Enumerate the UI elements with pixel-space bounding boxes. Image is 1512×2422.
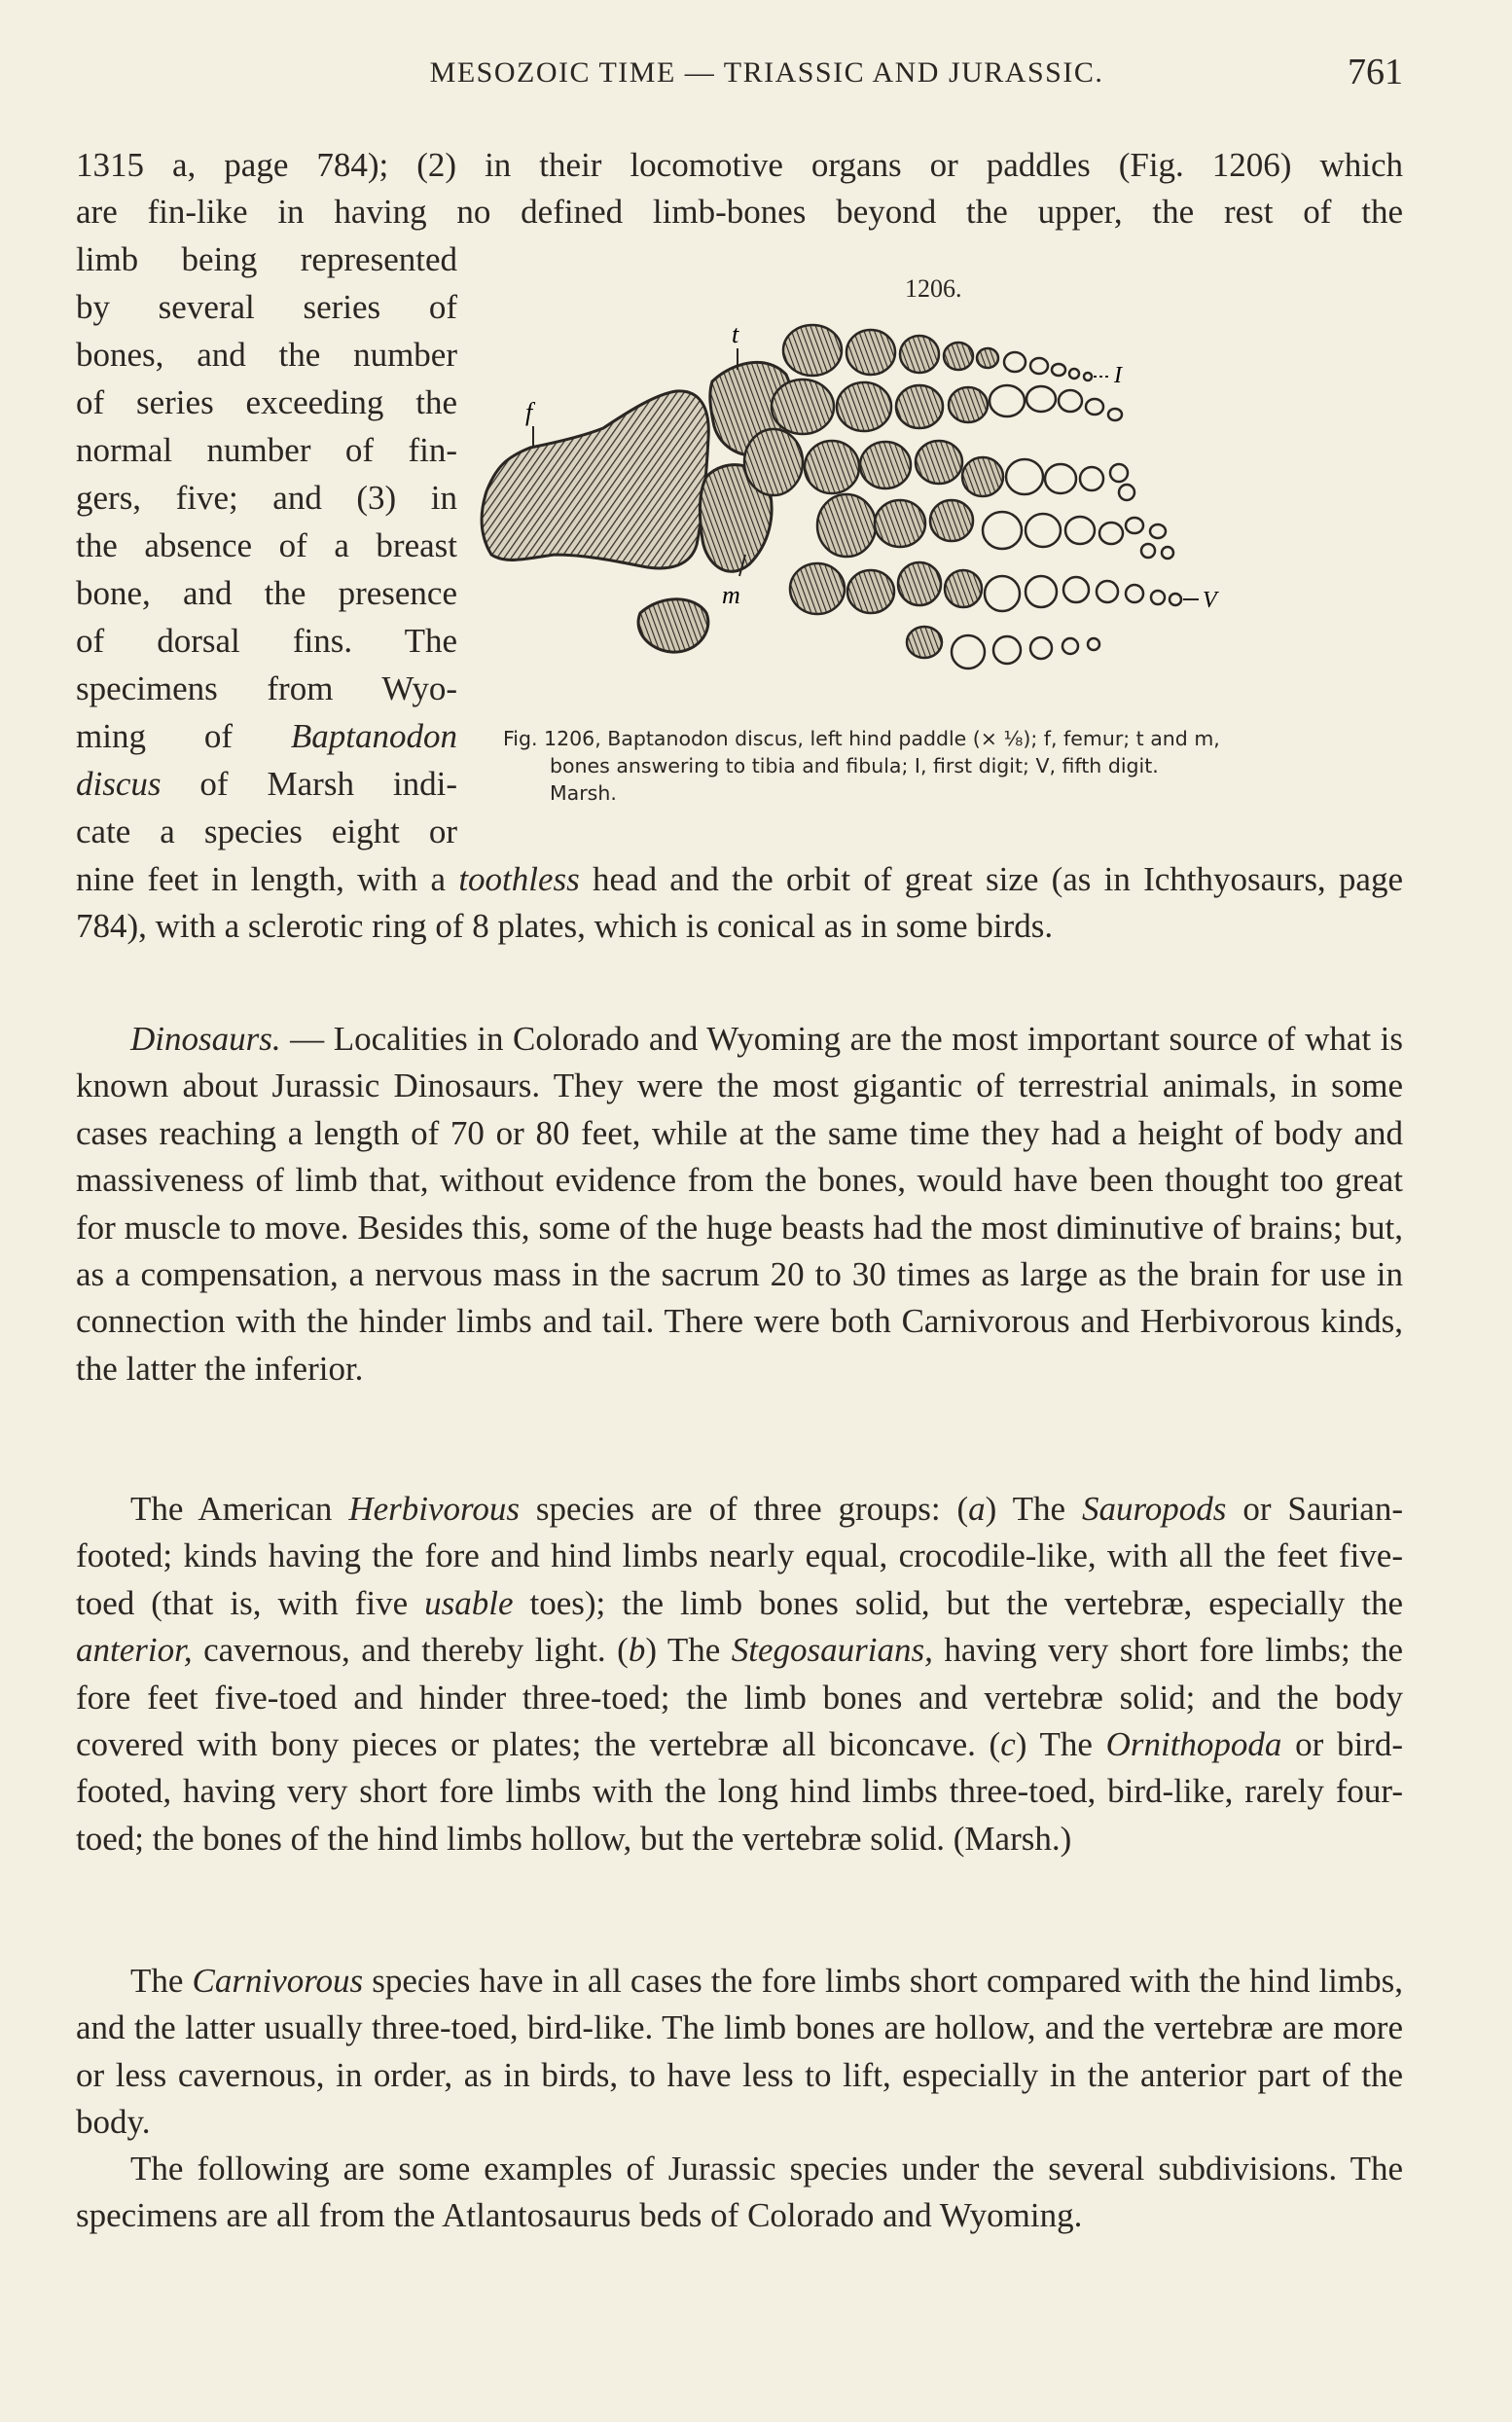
digit-row-4 [817,494,973,557]
running-title: MESOZOIC TIME — TRIASSIC AND JURASSIC. [429,56,1104,89]
digit-row-6-ovals [952,635,1099,669]
caption-line-3: Marsh. [550,781,617,805]
label-m: m [722,581,740,609]
digit-row-5-ovals [985,576,1181,611]
side-line: the absence of a breast [76,526,457,564]
side-line: by several series of [76,288,457,326]
intro-line-1: 1315 a, page 784); (2) in their locomotive organs or paddles (Fig. 1206) which [76,146,1403,184]
herbivorous-paragraph: The American Herbivorous species are of three groups: (a) The Sauropods or Saurian-footed; kinds having the fore and hind limbs nearly equal, crocodile-like, with all the feet five-toed (that is, with five usable toes); the limb bones solid, but the vertebræ, especially the anterior, cavernous, and thereby light. (b) The Stegosaurians, having very short fore limbs; the fore feet five-toed and hinder three-toed; the limb bones and vertebræ solid; and the body covered with bony pieces or plates; the vertebræ all biconcave. (c) The Ornithopoda or bird-footed, having very short fore limbs with the long hind limbs three-toed, bird-like, rarely four-toed; the bones of the hind limbs hollow, but the vertebræ solid. (Marsh.) [76,1490,1403,1858]
digit-row-4-ovals [983,512,1173,559]
digit-row-1-ovals [1004,352,1092,380]
examples-paragraph: The following are some examples of Jurassic species under the several subdivisions. The specimens are all from the Atlantosaurus beds of Colorado and Wyoming. [76,2150,1403,2235]
side-line: discus of Marsh indi- [76,765,457,803]
label-first-digit: I [1114,363,1122,388]
page-header [76,52,1403,115]
femur-bone [482,391,708,568]
side-line: normal number of fin- [76,431,457,469]
label-t: t [732,321,739,348]
side-line: limb being represented [76,240,457,278]
digit-row-2-ovals [990,385,1122,420]
caption-line-2: bones answering to tibia and fibula; I, first digit; V, fifth digit. [550,754,1159,777]
side-line: cate a species eight or [76,813,457,850]
digit-row-3-ovals [1006,459,1134,500]
mesopodial-bone [638,599,708,652]
label-fifth-digit: V [1203,588,1217,613]
digit-row-1 [783,325,998,376]
intro-line-2: are fin-like in having no defined limb-bones beyond the upper, the rest of the [76,193,1403,231]
caption-line-1: Fig. 1206, Baptanodon discus, left hind paddle (× ⅛); f, femur; t and m, [503,727,1220,750]
side-line: gers, five; and (3) in [76,479,457,517]
side-line: bones, and the number [76,336,457,374]
side-line: specimens from Wyo- [76,669,457,707]
carnivorous-paragraph: The Carnivorous species have in all cases the fore limbs short compared with the hind limbs, and the latter usually three-toed, bird-like. The limb bones are hollow, and the vertebræ are more or less cavernous, in order, as in birds, to have less to lift, especially in the anterior part of the body. [76,1962,1403,2142]
side-line: of series exceeding the [76,383,457,421]
side-line: of dorsal fins. The [76,622,457,660]
digit-row-5 [790,562,982,614]
paddle-illustration [477,321,1391,691]
dinosaurs-paragraph: Dinosaurs. — Localities in Colorado and Wyoming are the most important source of what is known about Jurassic Dinosaurs. They were the most gigantic of terrestrial animals, in some cases reaching a length of 70 or 80 feet, while at the same time they had a height of body and massiveness of limb that, without evidence from the bones, would have been thought too great for muscle to move. Besides this, some of the huge beasts had the most diminutive of brains; but, as a compensation, a nervous mass in the sacrum 20 to 30 times as large as the brain for use in connection with the hinder limbs and tail. There were both Carnivorous and Herbivorous kinds, the latter the inferior. [76,1020,1403,1388]
figure-number: 1206. [905,274,962,303]
figure-caption [503,725,1379,807]
intro-tail: nine feet in length, with a toothless head and the orbit of great size (as in Ichthyosaurs, page 784), with a sclerotic ring of 8 plates, which is conical as in some birds. [76,860,1403,946]
digit-row-3 [744,429,1003,496]
side-line: bone, and the presence [76,574,457,612]
digit-row-6 [907,627,942,658]
digit-row-2 [772,380,988,434]
page-number: 761 [1348,52,1403,92]
side-line: ming of Baptanodon [76,717,457,755]
label-f: f [525,398,533,426]
